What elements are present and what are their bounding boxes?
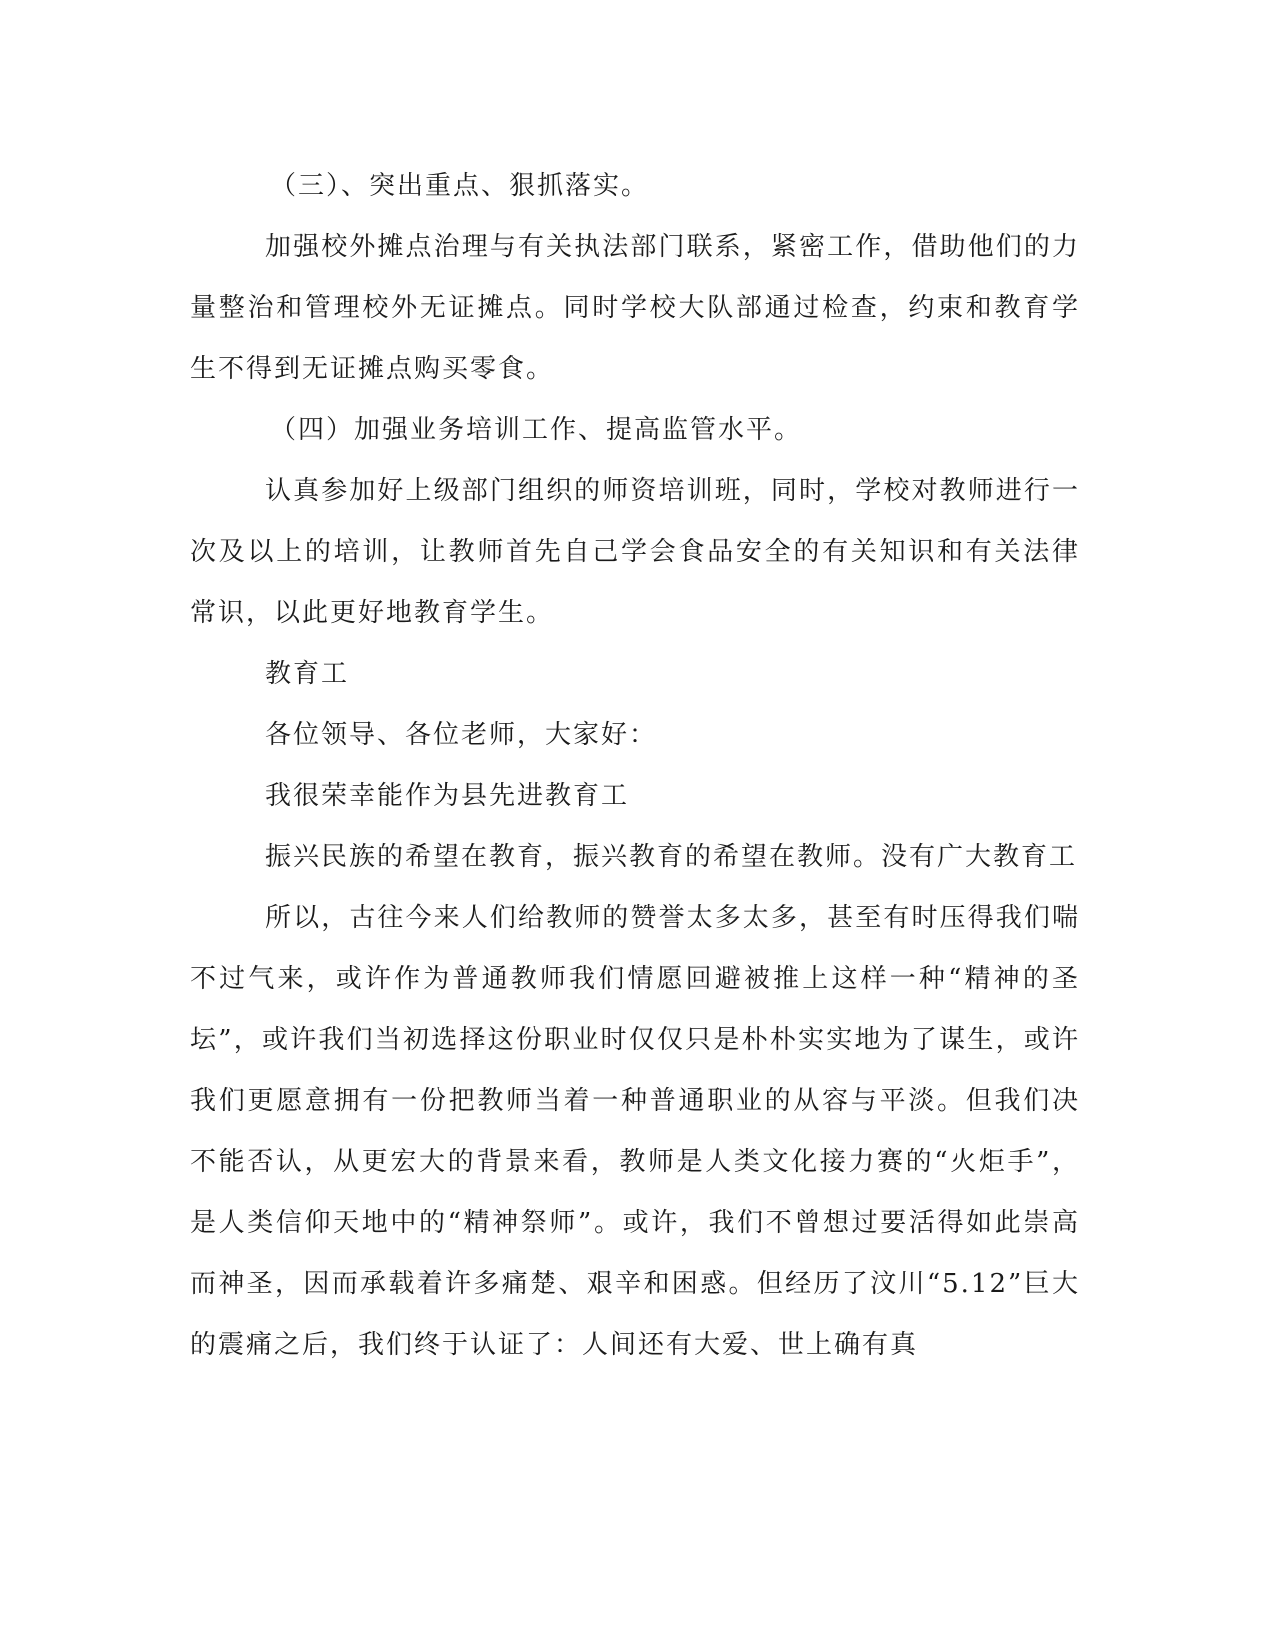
paragraph: 所以，古往今来人们给教师的赞誉太多太多，甚至有时压得我们喘不过气来，或许作为普通教师我们情愿回避被推上这样一种“精神的圣坛”，或许我们当初选择这份职业时仅仅只是朴朴实实地为了谋生，或许我们更愿意拥有一份把教师当着一种普通职业的从容与平淡。但我们决不能否认，从更宏大的背景来看，教师是人类文化接力赛的“火炬手”，是人类信仰天地中的“精神祭师”。或许，我们不曾想过要活得如此崇高而神圣，因而承载着许多痛楚、艰辛和困惑。但经历了汶川“5.12”巨大的震痛之后，我们终于认证了：人间还有大爱、世上确有真	[190, 903, 1080, 1360]
paragraph: 各位领导、各位老师，大家好：	[265, 720, 658, 750]
paragraph: 教育工	[265, 659, 350, 689]
paragraph: 加强校外摊点治理与有关执法部门联系，紧密工作，借助他们的力量整治和管理校外无证摊点。同时学校大队部通过检查，约束和教育学生不得到无证摊点购买零食。	[190, 232, 1080, 384]
document-body	[190, 156, 1080, 1376]
paragraph: 我很荣幸能作为县先进教育工	[265, 781, 630, 811]
paragraph: 振兴民族的希望在教育，振兴教育的希望在教师。没有广大教育工	[265, 842, 1078, 872]
section-heading-3: （三）、突出重点、狠抓落实。	[270, 171, 650, 201]
paragraph: 认真参加好上级部门组织的师资培训班，同时，学校对教师进行一次及以上的培训，让教师首先自己学会食品安全的有关知识和有关法律常识，以此更好地教育学生。	[190, 476, 1080, 628]
section-heading-4: （四）加强业务培训工作、提高监管水平。	[270, 415, 803, 445]
